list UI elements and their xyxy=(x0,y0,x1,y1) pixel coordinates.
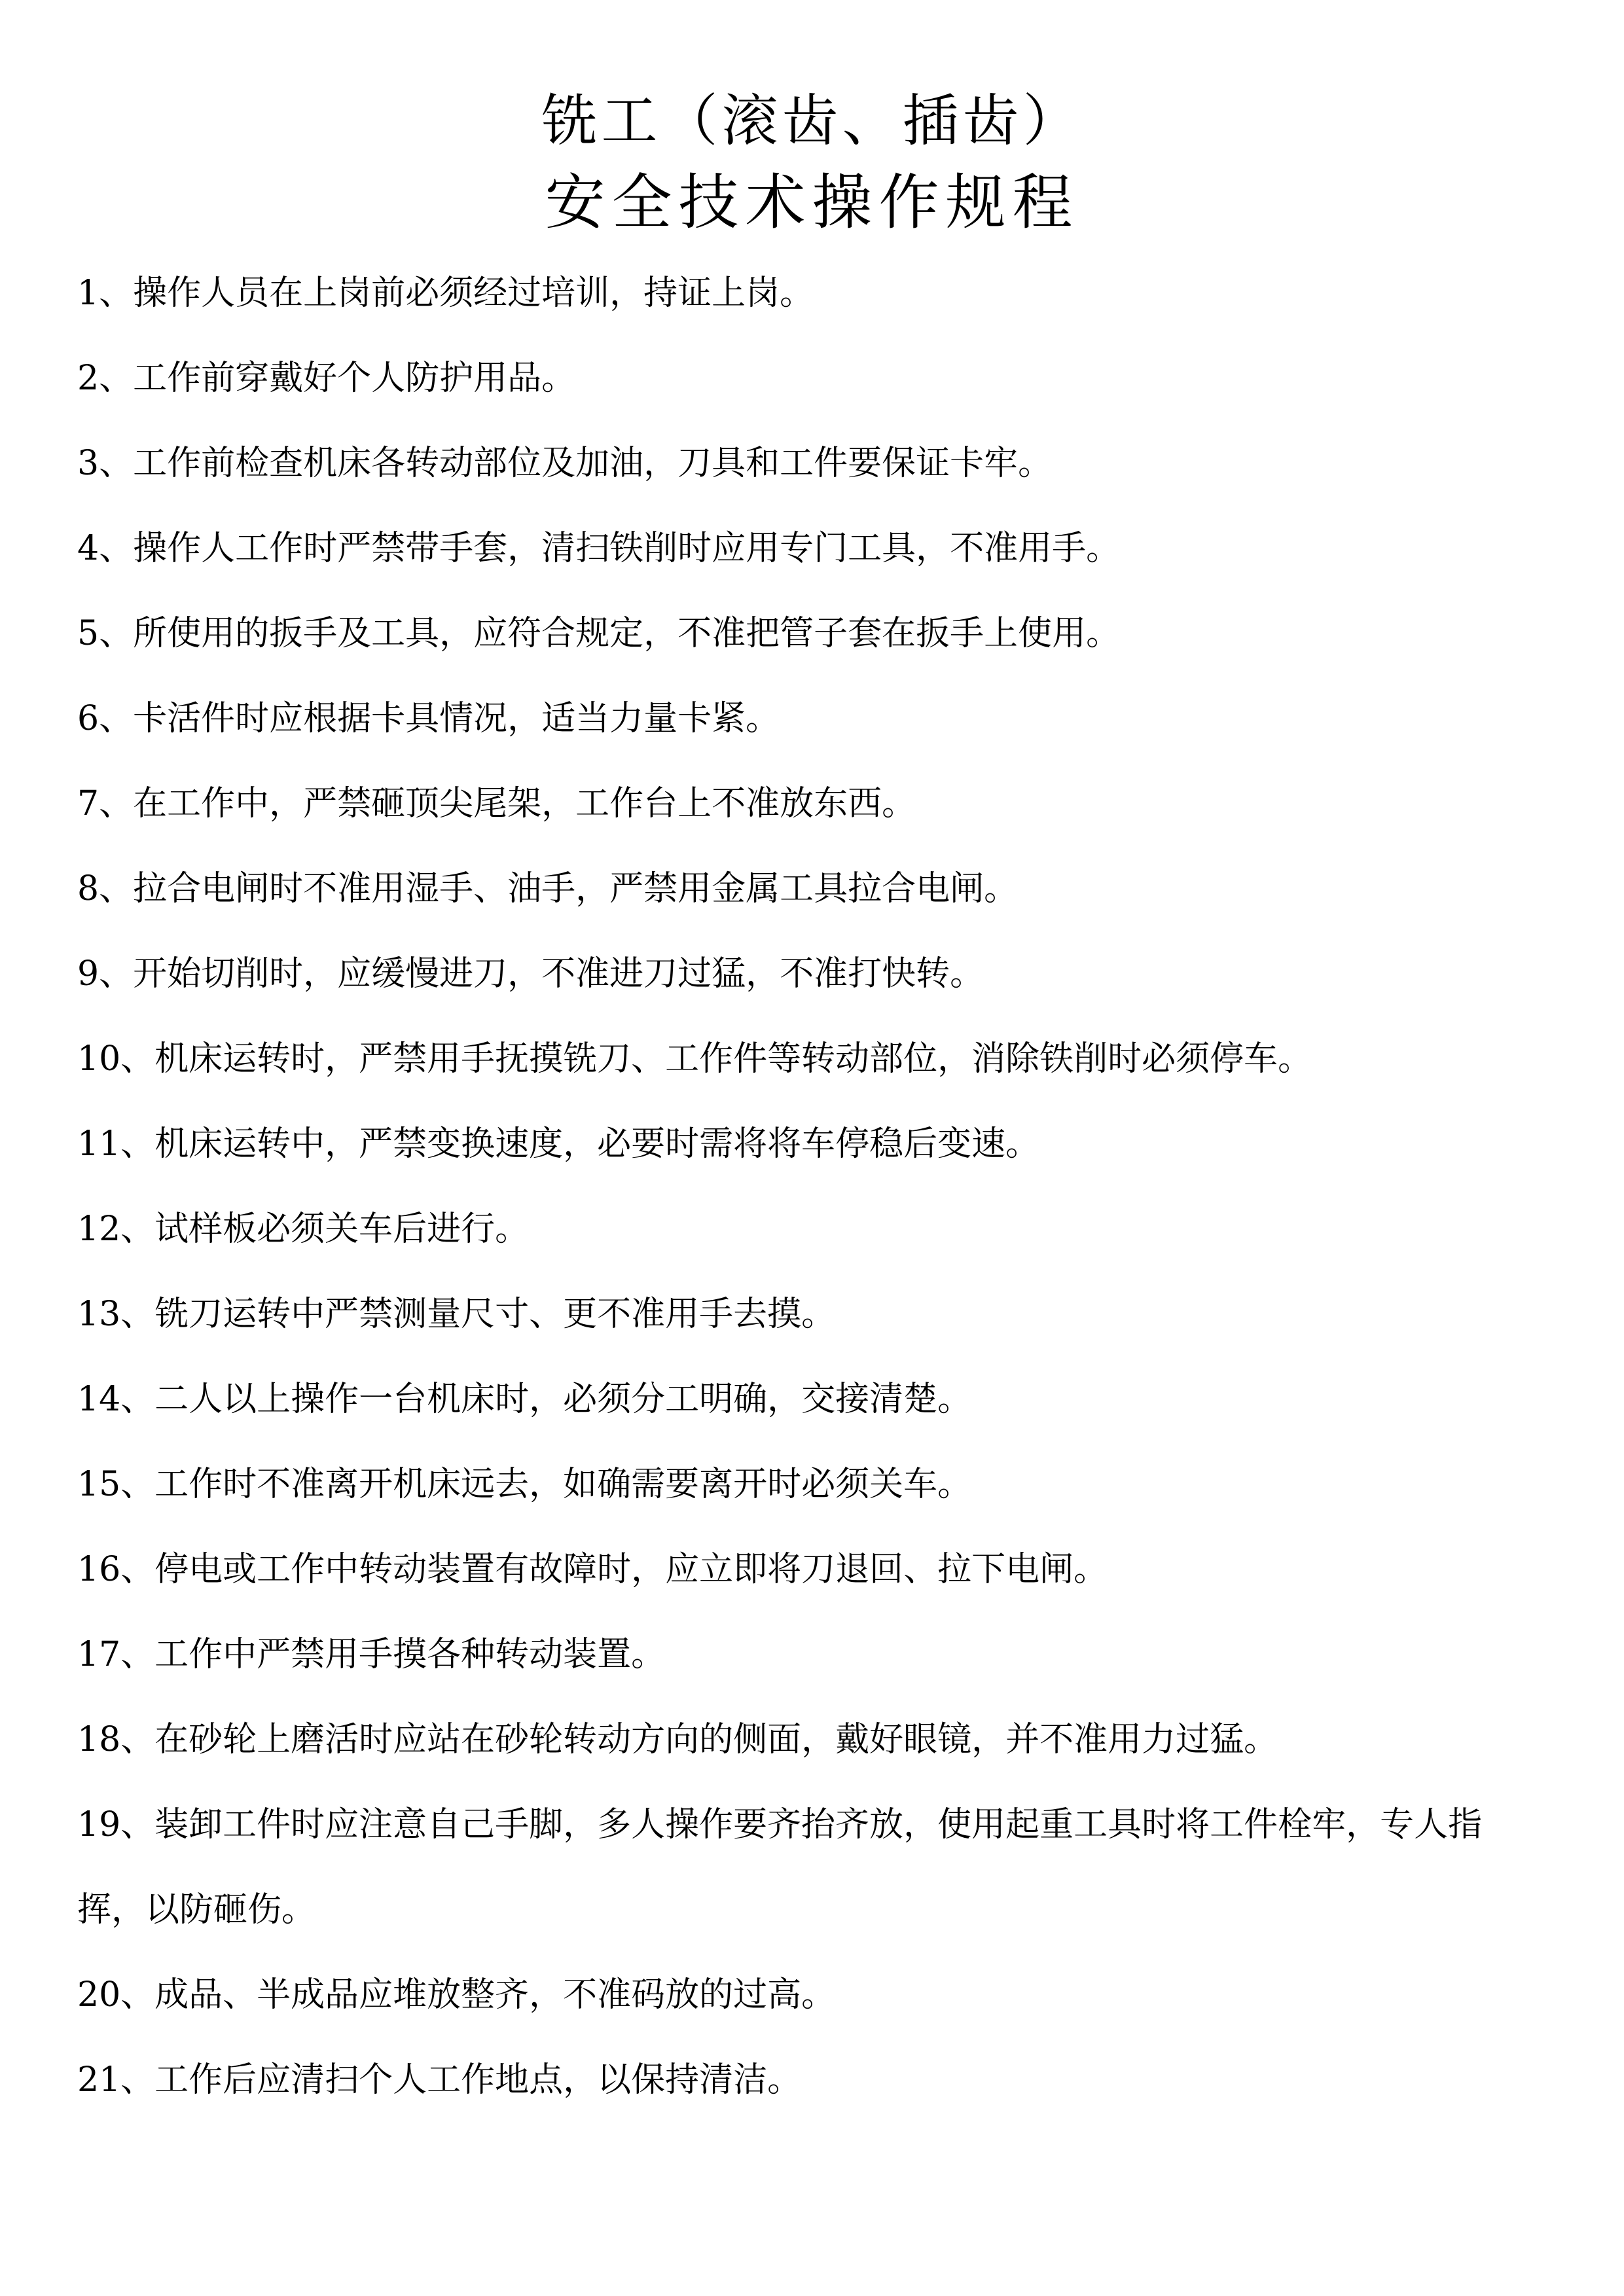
rule-item: 21、工作后应清扫个人工作地点，以保持清洁。 xyxy=(77,2060,802,2100)
rule-item: 20、成品、半成品应堆放整齐，不准码放的过高。 xyxy=(77,1975,836,2015)
rule-item: 12、试样板必须关车后进行。 xyxy=(77,1210,530,1249)
rule-item: 19、装卸工件时应注意自己手脚，多人操作要齐抬齐放，使用起重工具时将工件栓牢，专人指挥，以防砸伤。 xyxy=(77,1805,1483,1929)
rule-item: 5、所使用的扳手及工具，应符合规定，不准把管子套在扳手上使用。 xyxy=(77,614,1121,653)
rules-list xyxy=(77,251,1550,2123)
rule-item: 6、卡活件时应根据卡具情况，适当力量卡紧。 xyxy=(77,699,780,738)
rule-item: 14、二人以上操作一台机床时，必须分工明确，交接清楚。 xyxy=(77,1380,972,1419)
rule-item: 17、工作中严禁用手摸各种转动装置。 xyxy=(77,1635,666,1674)
rule-item: 18、在砂轮上磨活时应站在砂轮转动方向的侧面，戴好眼镜，并不准用力过猛。 xyxy=(77,1720,1278,1759)
rule-item: 15、工作时不准离开机床远去，如确需要离开时必须关车。 xyxy=(77,1465,972,1504)
rule-item: 13、铣刀运转中严禁测量尺寸、更不准用手去摸。 xyxy=(77,1295,836,1334)
rule-item: 1、操作人员在上岗前必须经过培训，持证上岗。 xyxy=(77,274,814,313)
rule-item: 11、机床运转中，严禁变换速度，必要时需将将车停稳后变速。 xyxy=(77,1124,1040,1164)
rule-item: 2、工作前穿戴好个人防护用品。 xyxy=(77,359,576,398)
rule-item: 8、拉合电闸时不准用湿手、油手，严禁用金属工具拉合电闸。 xyxy=(77,869,1019,908)
rule-item: 7、在工作中，严禁砸顶尖尾架，工作台上不准放东西。 xyxy=(77,784,916,823)
rule-item: 4、操作人工作时严禁带手套，清扫铁削时应用专门工具，不准用手。 xyxy=(77,529,1121,568)
rule-item: 10、机床运转时，严禁用手抚摸铣刀、工作件等转动部位，消除铁削时必须停车。 xyxy=(77,1039,1312,1079)
document-title: 铣工（滚齿、插齿） xyxy=(541,88,1083,154)
document-subtitle: 安全技术操作规程 xyxy=(545,168,1079,238)
rule-item: 16、停电或工作中转动装置有故障时，应立即将刀退回、拉下电闸。 xyxy=(77,1550,1108,1589)
rule-item: 9、开始切削时，应缓慢进刀，不准进刀过猛，不准打快转。 xyxy=(77,954,984,994)
rule-item: 3、工作前检查机床各转动部位及加油，刀具和工件要保证卡牢。 xyxy=(77,444,1053,483)
